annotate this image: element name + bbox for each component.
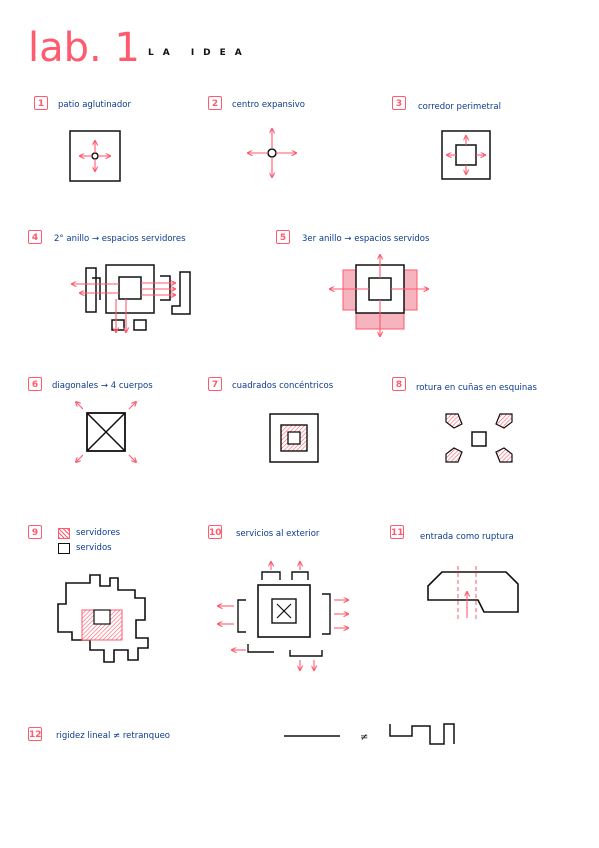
item-number-4: 4 — [28, 230, 42, 244]
item-number-12: 12 — [28, 727, 42, 741]
diagram-1-patio — [70, 131, 120, 181]
legend-servidos-label: servidos — [76, 543, 112, 553]
item-label-5: 3er anillo → espacios servidos — [302, 234, 430, 244]
diagram-4-anillo2 — [72, 265, 190, 332]
diagram-5-anillo3 — [330, 255, 428, 336]
diagram-10-servicios — [218, 562, 348, 670]
diagram-6-diagonales — [76, 402, 136, 462]
item-number-6: 6 — [28, 377, 42, 391]
diagram-3-corredor — [442, 131, 490, 179]
item-label-1: patio aglutinador — [58, 100, 131, 110]
page-subtitle: LA IDEA — [148, 48, 251, 58]
item-label-4: 2° anillo → espacios servidores — [54, 234, 186, 244]
item-label-12: rigidez lineal ≠ retranqueo — [56, 731, 171, 741]
item-number-1: 1 — [34, 96, 48, 110]
diagram-12-rigidez — [284, 724, 454, 744]
item-number-7: 7 — [208, 377, 222, 391]
page-title: lab. 1 — [28, 25, 140, 71]
item-number-5: 5 — [276, 230, 290, 244]
svg-text:≠: ≠ — [360, 732, 369, 743]
item-label-7: cuadrados concéntricos — [232, 381, 334, 391]
item-number-8: 8 — [392, 377, 406, 391]
item-label-6: diagonales → 4 cuerpos — [52, 381, 153, 391]
diagram-8-cunas — [446, 414, 512, 462]
item-label-8: rotura en cuñas en esquinas — [416, 383, 537, 393]
item-number-2: 2 — [208, 96, 222, 110]
item-number-9: 9 — [28, 525, 42, 539]
diagram-2-centro — [248, 129, 296, 177]
item-number-10: 10 — [208, 525, 222, 539]
item-number-11: 11 — [390, 525, 404, 539]
legend-servidores-label: servidores — [76, 528, 121, 538]
diagram-7-cuadrados — [270, 414, 318, 462]
item-label-11: entrada como ruptura — [420, 532, 514, 542]
item-number-3: 3 — [392, 96, 406, 110]
item-label-10: servicios al exterior — [236, 529, 320, 539]
diagram-11-entrada — [428, 566, 518, 622]
item-label-2: centro expansivo — [232, 100, 305, 110]
item-label-3: corredor perimetral — [418, 102, 501, 112]
diagram-9-plan — [58, 575, 148, 662]
